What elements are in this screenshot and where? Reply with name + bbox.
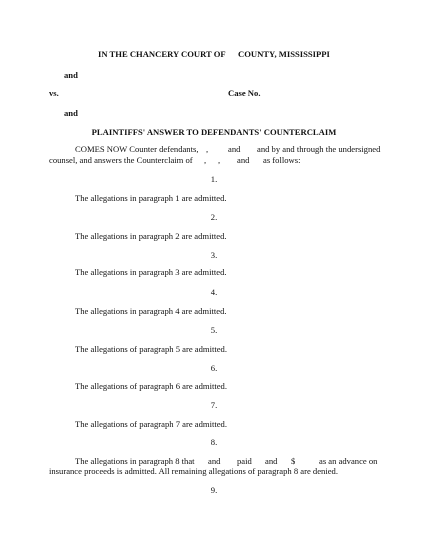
paragraph-text: The allegations of paragraph 5 are admitted. bbox=[75, 344, 227, 354]
intro-text: COMES NOW Counter defendants, bbox=[75, 144, 199, 154]
caption-vs: vs. bbox=[49, 88, 59, 98]
paragraph-text: and bbox=[265, 456, 278, 466]
paragraph-text: paid bbox=[237, 456, 252, 466]
paragraph-text: The allegations of paragraph 7 are admitted. bbox=[75, 419, 227, 429]
paragraph-text: and bbox=[208, 456, 221, 466]
intro-text: counsel, and answers the Counterclaim of bbox=[49, 155, 193, 165]
paragraph-text: The allegations in paragraph 4 are admitted. bbox=[75, 306, 227, 316]
paragraph-number: 2. bbox=[210, 212, 218, 222]
document-title: PLAINTIFFS' ANSWER TO DEFENDANTS' COUNTERCLAIM bbox=[91, 127, 337, 137]
intro-text: , bbox=[218, 155, 221, 165]
intro-text: , bbox=[204, 155, 207, 165]
paragraph-number: 3. bbox=[210, 250, 218, 260]
paragraph-text: $ bbox=[291, 456, 296, 466]
caption-and-2: and bbox=[64, 108, 78, 118]
intro-text: and by and through the undersigned bbox=[257, 144, 381, 154]
case-number-label: Case No. bbox=[228, 88, 261, 98]
caption-and-1: and bbox=[64, 70, 78, 80]
paragraph-text: The allegations of paragraph 6 are admitted. bbox=[75, 381, 227, 391]
paragraph-text: insurance proceeds is admitted. All remaining allegations of paragraph 8 are denied. bbox=[49, 466, 338, 476]
paragraph-text: as an advance on bbox=[319, 456, 378, 466]
paragraph-text: The allegations in paragraph 2 are admitted. bbox=[75, 231, 227, 241]
intro-text: as follows: bbox=[263, 155, 301, 165]
paragraph-number: 9. bbox=[210, 485, 218, 495]
paragraph-text: The allegations in paragraph 1 are admitted. bbox=[75, 193, 227, 203]
court-name-suffix: COUNTY, MISSISSIPPI bbox=[238, 49, 330, 59]
paragraph-number: 5. bbox=[210, 325, 218, 335]
intro-text: and bbox=[228, 144, 241, 154]
paragraph-number: 1. bbox=[210, 174, 218, 184]
paragraph-number: 7. bbox=[210, 400, 218, 410]
paragraph-text: The allegations in paragraph 8 that bbox=[75, 456, 195, 466]
intro-text: and bbox=[237, 155, 250, 165]
paragraph-text: The allegations in paragraph 3 are admitted. bbox=[75, 267, 227, 277]
court-name-prefix: IN THE CHANCERY COURT OF bbox=[98, 49, 226, 59]
paragraph-number: 4. bbox=[210, 287, 218, 297]
paragraph-number: 8. bbox=[210, 437, 218, 447]
intro-text: , bbox=[206, 144, 209, 154]
paragraph-number: 6. bbox=[210, 363, 218, 373]
